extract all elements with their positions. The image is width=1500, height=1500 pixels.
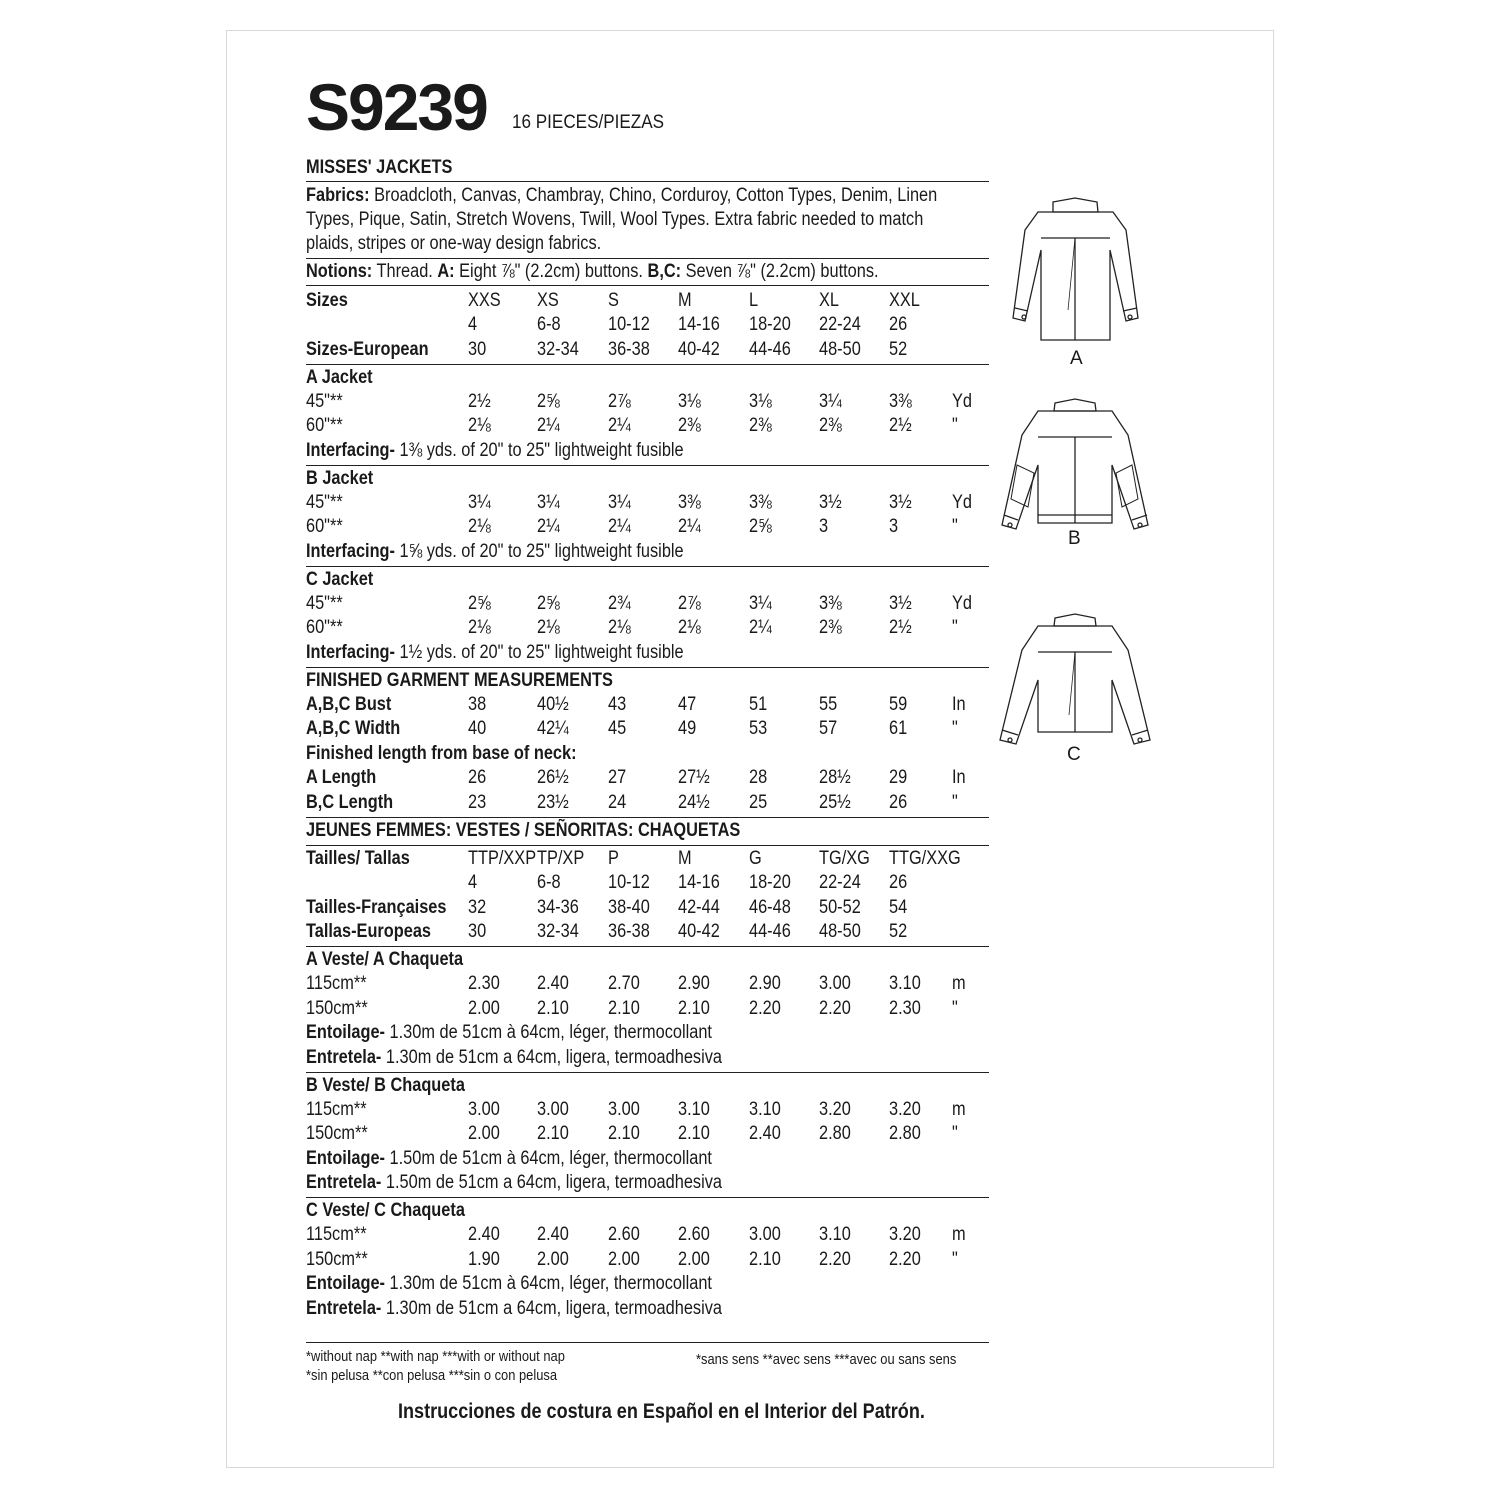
table-cell: 3.00 bbox=[468, 1099, 500, 1120]
table-cell: 28½ bbox=[819, 767, 851, 788]
table-section-title: B Veste/ B Chaqueta bbox=[306, 1075, 465, 1096]
table-cell: 42¼ bbox=[537, 718, 569, 739]
interfacing-label: Interfacing- bbox=[306, 440, 395, 461]
divider bbox=[306, 817, 989, 818]
pattern-number: S9239 bbox=[306, 70, 487, 144]
table-cell: 51 bbox=[749, 694, 768, 715]
table-cell: 3 bbox=[819, 516, 829, 537]
table-cell: 3⅜ bbox=[749, 492, 772, 513]
table-cell: 2.30 bbox=[468, 973, 500, 994]
table-cell: 2¾ bbox=[608, 593, 631, 614]
view-label-a: A bbox=[1070, 348, 1083, 369]
table-cell: 2⅜ bbox=[749, 415, 772, 436]
pieces-count: 16 PIECES/PIEZAS bbox=[512, 112, 665, 133]
table-cell: 40½ bbox=[537, 694, 569, 715]
row-label: A Length bbox=[306, 767, 377, 788]
divider bbox=[306, 1197, 989, 1198]
table-cell: 48-50 bbox=[819, 921, 861, 942]
table-cell: 36-38 bbox=[608, 921, 650, 942]
row-label: 60"** bbox=[306, 617, 343, 638]
fabrics-line-2: Types, Pique, Satin, Stretch Wovens, Twill, Wool Types. Extra fabric needed to match bbox=[306, 209, 924, 230]
table-cell: 2.10 bbox=[537, 1123, 569, 1144]
table-cell: 2⅜ bbox=[819, 617, 842, 638]
interfacing-label: Interfacing- bbox=[306, 642, 395, 663]
unit-label: " bbox=[952, 415, 958, 436]
table-cell: 3½ bbox=[819, 492, 842, 513]
unit-label: In bbox=[952, 767, 966, 788]
table-cell: M bbox=[678, 290, 692, 311]
table-cell: 45 bbox=[608, 718, 627, 739]
unit-label: " bbox=[952, 617, 958, 638]
table-cell: 24 bbox=[608, 792, 627, 813]
view-label-b: B bbox=[1068, 528, 1081, 549]
table-cell: L bbox=[749, 290, 759, 311]
table-cell: 57 bbox=[819, 718, 838, 739]
table-cell: 29 bbox=[889, 767, 908, 788]
row-label: Sizes-European bbox=[306, 339, 429, 360]
jacket-a-illustration bbox=[998, 190, 1153, 350]
row-label: 45"** bbox=[306, 391, 343, 412]
interfacing-note bbox=[306, 1172, 722, 1194]
table-cell: 3⅜ bbox=[678, 492, 701, 513]
divider bbox=[306, 667, 989, 668]
row-label: 60"** bbox=[306, 516, 343, 537]
interfacing-text: 1.30m de 51cm a 64cm, ligera, termoadhesiva bbox=[385, 1047, 722, 1068]
section-title: MISSES' JACKETS bbox=[306, 157, 453, 178]
row-label: Tallas-Europeas bbox=[306, 921, 432, 942]
unit-label: " bbox=[952, 1249, 958, 1270]
table-cell: 26 bbox=[889, 314, 908, 335]
table-cell: TP/XP bbox=[537, 848, 585, 869]
table-cell: 40-42 bbox=[678, 339, 720, 360]
table-cell: 2.00 bbox=[537, 1249, 569, 1270]
table-cell: 18-20 bbox=[749, 314, 791, 335]
table-cell: 26 bbox=[468, 767, 487, 788]
view-label-c: C bbox=[1067, 744, 1081, 765]
interfacing-note bbox=[306, 1047, 722, 1069]
table-cell: 6-8 bbox=[537, 872, 561, 893]
table-cell: TG/XG bbox=[819, 848, 870, 869]
table-cell: 22-24 bbox=[819, 872, 861, 893]
table-cell: 2⅝ bbox=[537, 593, 560, 614]
row-label: A,B,C Bust bbox=[306, 694, 392, 715]
footnote-es: *sin pelusa **con pelusa ***sin o con pelusa bbox=[306, 1367, 558, 1384]
row-label: Sizes bbox=[306, 290, 348, 311]
table-cell: 2.10 bbox=[678, 998, 710, 1019]
table-cell: 2⅞ bbox=[678, 593, 701, 614]
table-cell: S bbox=[608, 290, 619, 311]
unit-label: Yd bbox=[952, 391, 972, 412]
divider bbox=[306, 181, 989, 182]
notions-bc-text: Seven ⅞" (2.2cm) buttons. bbox=[685, 261, 879, 282]
interfacing-label: Entretela- bbox=[306, 1172, 382, 1193]
row-label: 150cm** bbox=[306, 998, 368, 1019]
table-cell: 32-34 bbox=[537, 339, 579, 360]
interfacing-label: Interfacing- bbox=[306, 541, 395, 562]
unit-label: m bbox=[952, 973, 966, 994]
table-section-title: B Jacket bbox=[306, 468, 374, 489]
table-section-title: A Veste/ A Chaqueta bbox=[306, 949, 464, 970]
table-cell: 59 bbox=[889, 694, 908, 715]
table-cell: 2¼ bbox=[749, 617, 772, 638]
table-cell: 3 bbox=[889, 516, 899, 537]
table-cell: 38-40 bbox=[608, 897, 650, 918]
table-cell: TTP/XXP bbox=[468, 848, 537, 869]
divider bbox=[306, 285, 989, 286]
table-cell: 2.00 bbox=[468, 1123, 500, 1144]
table-cell: 47 bbox=[678, 694, 697, 715]
table-cell: 61 bbox=[889, 718, 908, 739]
table-cell: 3.00 bbox=[749, 1224, 781, 1245]
table-cell: 2¼ bbox=[678, 516, 701, 537]
row-label: 45"** bbox=[306, 593, 343, 614]
table-cell: TTG/XXG bbox=[889, 848, 961, 869]
table-cell: 3.20 bbox=[889, 1224, 921, 1245]
table-cell: 2.90 bbox=[749, 973, 781, 994]
unit-label: " bbox=[952, 1123, 958, 1144]
table-cell: 2.40 bbox=[749, 1123, 781, 1144]
footnote-en: *without nap **with nap ***with or without nap bbox=[306, 1348, 565, 1365]
interfacing-label: Entoilage- bbox=[306, 1148, 385, 1169]
table-cell: 2¼ bbox=[537, 516, 560, 537]
table-cell: 52 bbox=[889, 339, 908, 360]
interfacing-text: 1.30m de 51cm a 64cm, ligera, termoadhesiva bbox=[385, 1298, 722, 1319]
interfacing-text: 1.50m de 51cm a 64cm, ligera, termoadhesiva bbox=[385, 1172, 722, 1193]
table-cell: 14-16 bbox=[678, 872, 720, 893]
table-cell: 53 bbox=[749, 718, 768, 739]
table-cell: 3¼ bbox=[468, 492, 491, 513]
table-cell: 23½ bbox=[537, 792, 569, 813]
interfacing-note bbox=[306, 541, 684, 563]
row-label: 115cm** bbox=[306, 973, 367, 994]
table-cell: 3.00 bbox=[608, 1099, 640, 1120]
table-cell: G bbox=[749, 848, 762, 869]
table-cell: 3¼ bbox=[608, 492, 631, 513]
table-section-title: FINISHED GARMENT MEASUREMENTS bbox=[306, 670, 613, 691]
table-section-title: JEUNES FEMMES: VESTES / SEÑORITAS: CHAQUETAS bbox=[306, 820, 741, 841]
table-cell: 2⅛ bbox=[468, 415, 491, 436]
table-cell: XXL bbox=[889, 290, 920, 311]
interfacing-label: Entretela- bbox=[306, 1047, 382, 1068]
table-cell: 2.90 bbox=[678, 973, 710, 994]
table-cell: 4 bbox=[468, 872, 478, 893]
table-cell: XXS bbox=[468, 290, 501, 311]
table-cell: P bbox=[608, 848, 619, 869]
table-cell: 2.00 bbox=[468, 998, 500, 1019]
row-label: B,C Length bbox=[306, 792, 394, 813]
table-cell: 43 bbox=[608, 694, 627, 715]
interfacing-text: 1½ yds. of 20" to 25" lightweight fusible bbox=[399, 642, 684, 663]
interfacing-note bbox=[306, 1298, 722, 1320]
table-cell: 2½ bbox=[889, 415, 912, 436]
table-cell: 2.20 bbox=[749, 998, 781, 1019]
table-cell: 2.20 bbox=[819, 998, 851, 1019]
notions-a-text: Eight ⅞" (2.2cm) buttons. bbox=[459, 261, 643, 282]
table-cell: 2.60 bbox=[678, 1224, 710, 1245]
table-cell: 3.10 bbox=[749, 1099, 781, 1120]
unit-label: " bbox=[952, 998, 958, 1019]
table-cell: 2⅜ bbox=[819, 415, 842, 436]
divider bbox=[306, 845, 989, 846]
table-cell: 10-12 bbox=[608, 872, 650, 893]
table-cell: 49 bbox=[678, 718, 697, 739]
divider bbox=[306, 566, 989, 567]
jacket-b-illustration bbox=[998, 395, 1153, 540]
table-cell: 26 bbox=[889, 792, 908, 813]
table-cell: 46-48 bbox=[749, 897, 791, 918]
table-cell: 3½ bbox=[889, 492, 912, 513]
interfacing-text: 1⅝ yds. of 20" to 25" lightweight fusible bbox=[399, 541, 684, 562]
interfacing-text: 1.50m de 51cm à 64cm, léger, thermocollant bbox=[389, 1148, 712, 1169]
table-cell: 44-46 bbox=[749, 339, 791, 360]
fabrics-line-3: plaids, stripes or one-way design fabrics. bbox=[306, 233, 602, 254]
unit-label: Yd bbox=[952, 492, 972, 513]
table-cell: 3.10 bbox=[889, 973, 921, 994]
table-cell: 2½ bbox=[889, 617, 912, 638]
table-cell: 42-44 bbox=[678, 897, 720, 918]
table-section-title: C Veste/ C Chaqueta bbox=[306, 1200, 465, 1221]
notions-a-label: A: bbox=[437, 261, 455, 282]
divider bbox=[306, 258, 989, 259]
table-cell: 3.10 bbox=[819, 1224, 851, 1245]
table-cell: 3¼ bbox=[749, 593, 772, 614]
table-cell: 2⅜ bbox=[678, 415, 701, 436]
table-cell: 50-52 bbox=[819, 897, 861, 918]
table-cell: 2⅝ bbox=[537, 391, 560, 412]
interfacing-text: 1⅜ yds. of 20" to 25" lightweight fusible bbox=[399, 440, 684, 461]
notions-label: Notions: bbox=[306, 261, 373, 282]
table-cell: 2.00 bbox=[608, 1249, 640, 1270]
table-cell: 2.10 bbox=[537, 998, 569, 1019]
table-cell: 2.40 bbox=[537, 973, 569, 994]
table-cell: 3.20 bbox=[819, 1099, 851, 1120]
table-cell: 3⅜ bbox=[819, 593, 842, 614]
notions-text: Thread. bbox=[376, 261, 433, 282]
fabrics-label: Fabrics: bbox=[306, 185, 370, 206]
table-cell: 55 bbox=[819, 694, 838, 715]
table-cell: 3⅛ bbox=[749, 391, 772, 412]
table-cell: 2½ bbox=[468, 391, 491, 412]
unit-label: m bbox=[952, 1099, 966, 1120]
row-label: 150cm** bbox=[306, 1249, 368, 1270]
table-cell: 10-12 bbox=[608, 314, 650, 335]
interfacing-text: 1.30m de 51cm à 64cm, léger, thermocollant bbox=[389, 1273, 712, 1294]
table-cell: 32-34 bbox=[537, 921, 579, 942]
table-cell: 3⅛ bbox=[678, 391, 701, 412]
table-cell: 2⅛ bbox=[537, 617, 560, 638]
table-cell: 3.10 bbox=[678, 1099, 710, 1120]
row-label: A,B,C Width bbox=[306, 718, 401, 739]
table-cell: 32 bbox=[468, 897, 487, 918]
table-cell: 2.10 bbox=[608, 1123, 640, 1144]
row-label: 60"** bbox=[306, 415, 343, 436]
table-cell: 36-38 bbox=[608, 339, 650, 360]
table-cell: 1.90 bbox=[468, 1249, 500, 1270]
table-cell: 2.10 bbox=[749, 1249, 781, 1270]
table-cell: 48-50 bbox=[819, 339, 861, 360]
divider bbox=[306, 1342, 989, 1343]
row-label: 150cm** bbox=[306, 1123, 368, 1144]
table-cell: 2⅛ bbox=[678, 617, 701, 638]
table-cell: 2.80 bbox=[889, 1123, 921, 1144]
table-cell: 3⅜ bbox=[889, 391, 912, 412]
divider bbox=[306, 1072, 989, 1073]
table-cell: 22-24 bbox=[819, 314, 861, 335]
table-cell: 25 bbox=[749, 792, 768, 813]
table-cell: 25½ bbox=[819, 792, 851, 813]
table-cell: 27 bbox=[608, 767, 627, 788]
notions-bc-label: B,C: bbox=[647, 261, 682, 282]
divider bbox=[306, 364, 989, 365]
interfacing-label: Entoilage- bbox=[306, 1022, 385, 1043]
interfacing-note bbox=[306, 1148, 712, 1170]
table-cell: 24½ bbox=[678, 792, 710, 813]
row-label: 115cm** bbox=[306, 1099, 367, 1120]
table-cell: 52 bbox=[889, 921, 908, 942]
table-cell: 2¼ bbox=[608, 415, 631, 436]
table-cell: 2.40 bbox=[468, 1224, 500, 1245]
table-cell: 3.00 bbox=[537, 1099, 569, 1120]
table-cell: M bbox=[678, 848, 692, 869]
table-cell: 3.20 bbox=[889, 1099, 921, 1120]
divider bbox=[306, 465, 989, 466]
table-cell: 2.00 bbox=[678, 1249, 710, 1270]
table-cell: 3.00 bbox=[819, 973, 851, 994]
table-cell: 40-42 bbox=[678, 921, 720, 942]
table-cell: 6-8 bbox=[537, 314, 561, 335]
interfacing-label: Entoilage- bbox=[306, 1273, 385, 1294]
table-cell: 2⅝ bbox=[468, 593, 491, 614]
unit-label: " bbox=[952, 792, 958, 813]
unit-label: " bbox=[952, 516, 958, 537]
table-cell: 2¼ bbox=[537, 415, 560, 436]
table-cell: 2.60 bbox=[608, 1224, 640, 1245]
table-cell: 4 bbox=[468, 314, 478, 335]
table-cell: 2⅝ bbox=[749, 516, 772, 537]
fabrics-line-1 bbox=[306, 185, 937, 207]
table-cell: 3¼ bbox=[537, 492, 560, 513]
table-cell: 23 bbox=[468, 792, 487, 813]
table-cell: 30 bbox=[468, 339, 487, 360]
table-cell: 2.30 bbox=[889, 998, 921, 1019]
fabrics-text: Broadcloth, Canvas, Chambray, Chino, Corduroy, Cotton Types, Denim, Linen bbox=[374, 185, 938, 206]
table-cell: 28 bbox=[749, 767, 768, 788]
table-cell: 2.10 bbox=[608, 998, 640, 1019]
table-cell: XS bbox=[537, 290, 559, 311]
table-cell: 44-46 bbox=[749, 921, 791, 942]
jacket-c-illustration bbox=[998, 610, 1153, 750]
interfacing-label: Entretela- bbox=[306, 1298, 382, 1319]
table-cell: 3¼ bbox=[819, 391, 842, 412]
table-cell: 2.20 bbox=[889, 1249, 921, 1270]
table-cell: 2.70 bbox=[608, 973, 640, 994]
table-cell: 2⅞ bbox=[608, 391, 631, 412]
table-cell: 26½ bbox=[537, 767, 569, 788]
row-label: Tailles-Françaises bbox=[306, 897, 447, 918]
table-cell: XL bbox=[819, 290, 839, 311]
unit-label: Yd bbox=[952, 593, 972, 614]
row-label: 45"** bbox=[306, 492, 343, 513]
table-cell: 2.40 bbox=[537, 1224, 569, 1245]
footnote-fr: *sans sens **avec sens ***avec ou sans sens bbox=[696, 1351, 957, 1368]
table-cell: 54 bbox=[889, 897, 908, 918]
unit-label: In bbox=[952, 694, 966, 715]
row-label: 115cm** bbox=[306, 1224, 367, 1245]
table-cell: 2⅛ bbox=[468, 516, 491, 537]
row-label: Tailles/ Tallas bbox=[306, 848, 410, 869]
notions-line bbox=[306, 261, 879, 283]
table-section-title: C Jacket bbox=[306, 569, 374, 590]
table-cell: 38 bbox=[468, 694, 487, 715]
interfacing-note bbox=[306, 440, 684, 462]
table-cell: 2.10 bbox=[678, 1123, 710, 1144]
table-cell: 2.80 bbox=[819, 1123, 851, 1144]
divider bbox=[306, 946, 989, 947]
table-section-title: Finished length from base of neck: bbox=[306, 743, 577, 764]
interfacing-note bbox=[306, 1022, 712, 1044]
table-cell: 34-36 bbox=[537, 897, 579, 918]
table-cell: 40 bbox=[468, 718, 487, 739]
unit-label: m bbox=[952, 1224, 966, 1245]
unit-label: " bbox=[952, 718, 958, 739]
interfacing-note bbox=[306, 642, 684, 664]
table-cell: 3½ bbox=[889, 593, 912, 614]
spanish-instructions-note: Instrucciones de costura en Español en el Interior del Patrón. bbox=[398, 1400, 925, 1423]
table-cell: 14-16 bbox=[678, 314, 720, 335]
interfacing-text: 1.30m de 51cm à 64cm, léger, thermocollant bbox=[389, 1022, 712, 1043]
table-section-title: A Jacket bbox=[306, 367, 373, 388]
table-cell: 2⅛ bbox=[468, 617, 491, 638]
interfacing-note bbox=[306, 1273, 712, 1295]
table-cell: 27½ bbox=[678, 767, 710, 788]
table-cell: 2¼ bbox=[608, 516, 631, 537]
table-cell: 2⅛ bbox=[608, 617, 631, 638]
table-cell: 30 bbox=[468, 921, 487, 942]
table-cell: 2.20 bbox=[819, 1249, 851, 1270]
table-cell: 26 bbox=[889, 872, 908, 893]
table-cell: 18-20 bbox=[749, 872, 791, 893]
